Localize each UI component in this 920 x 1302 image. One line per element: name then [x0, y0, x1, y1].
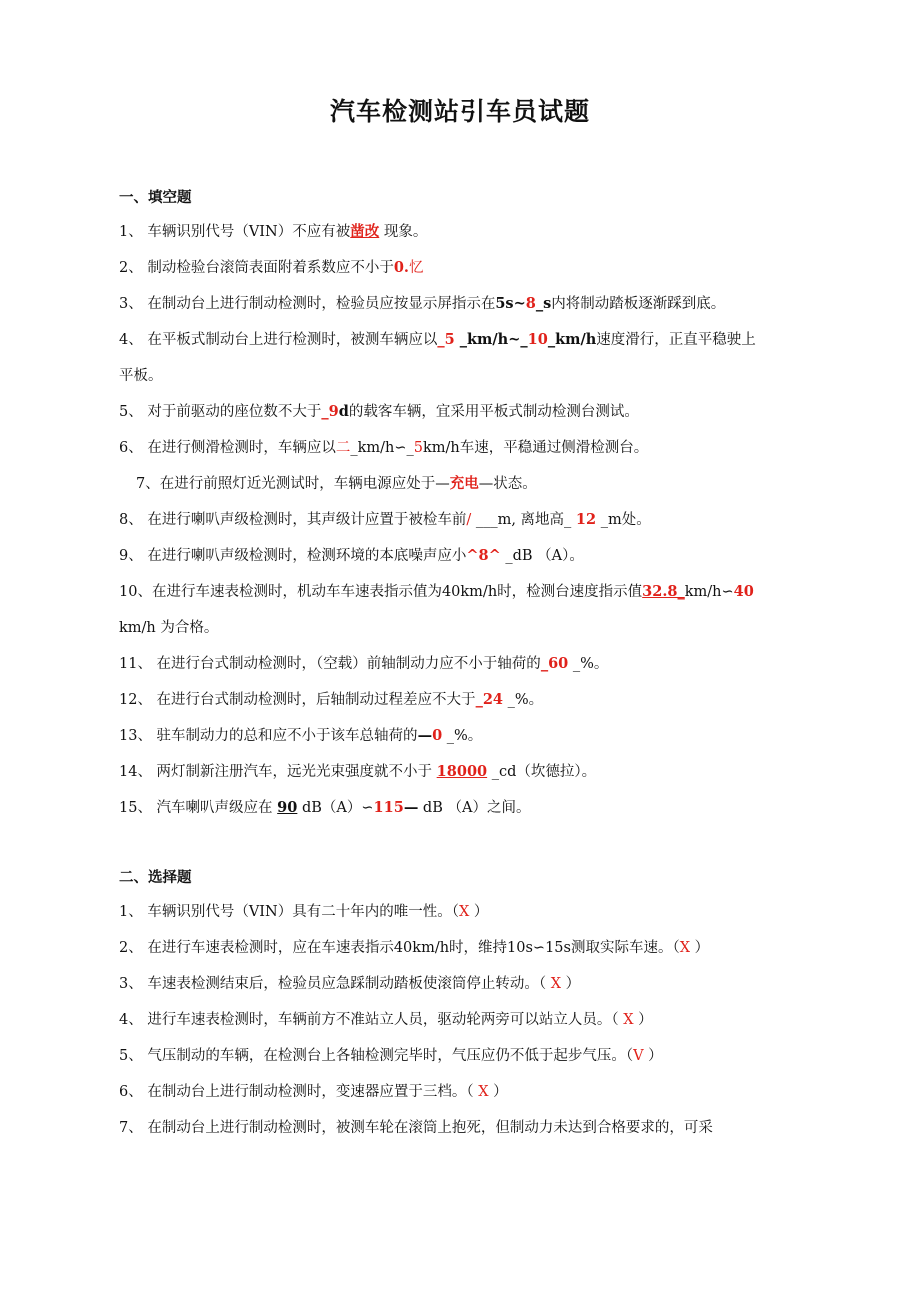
- question-text: 2、 在进行车速表检测时，应在车速表指示40km/h时，维持10s∽15s测取实际车速。（: [119, 940, 680, 956]
- question-text: _cd（坎德拉）。: [487, 764, 597, 780]
- question-text: 速度滑行，正直平稳驶上: [596, 332, 756, 348]
- answer: 115: [373, 799, 404, 816]
- answer: 0.: [393, 259, 409, 276]
- question-text: 13、 驻车制动力的总和应不小于该车总轴荷的: [119, 728, 418, 744]
- fill-question-7: [136, 474, 816, 494]
- question-text: km/h∽: [684, 584, 734, 600]
- answer: _9: [321, 403, 339, 420]
- choice-question-1: [119, 902, 799, 922]
- answer: 二: [335, 440, 351, 456]
- question-text: ）: [488, 1084, 508, 1100]
- choice-question-4: [119, 1010, 799, 1030]
- fill-question-15: [119, 798, 799, 818]
- question-text: _%。: [568, 656, 609, 672]
- question-text: ）: [643, 1048, 663, 1064]
- question-text: 9、 在进行喇叭声级检测时，检测环境的本底噪声应小: [119, 548, 467, 564]
- choice-question-2: [119, 938, 799, 958]
- answer: 充电: [449, 475, 479, 492]
- question-text: 3、 车速表检测结束后，检验员应急踩制动踏板使滚筒停止转动。（: [119, 976, 551, 992]
- question-text: ___m, 离地高_: [471, 512, 576, 528]
- fill-question-8: [119, 510, 799, 530]
- answer: _60: [540, 655, 569, 672]
- answer: X: [458, 904, 470, 920]
- fill-question-10-continued: km/h 为合格。: [119, 620, 219, 636]
- answer: X: [550, 976, 562, 992]
- fill-question-10: [119, 582, 799, 602]
- answer: 凿改: [350, 223, 380, 240]
- answer: /: [466, 512, 472, 528]
- page-title: 汽车检测站引车员试题: [329, 97, 590, 126]
- question-text: ）: [469, 904, 489, 920]
- question-text: 6、 在制动台上进行制动检测时，变速器应置于三档。（: [119, 1084, 479, 1100]
- question-text: 10、在进行车速表检测时，机动车车速表指示值为40km/h时，检测台速度指示值: [119, 584, 643, 600]
- question-text: 6、 在进行侧滑检测时，车辆应以: [119, 440, 336, 456]
- question-text: 3、 在制动台上进行制动检测时，检验员应按显示屏指示在: [119, 296, 496, 312]
- answer: 5: [413, 440, 423, 456]
- question-text: 1、 车辆识别代号（VIN）不应有被: [119, 224, 351, 240]
- question-text: 8、 在进行喇叭声级检测时，其声级计应置于被检车前: [119, 512, 467, 528]
- question-text: 5、 对于前驱动的座位数不大于: [119, 404, 322, 420]
- question-text: _%。: [442, 728, 483, 744]
- question-text: _m处。: [596, 512, 651, 528]
- fill-question-4-continued: 平板。: [119, 368, 163, 384]
- answer: 8: [525, 295, 536, 312]
- choice-question-7: [119, 1118, 799, 1138]
- question-text: _km/h: [547, 331, 597, 348]
- answer: V: [633, 1048, 644, 1064]
- answer: _24: [475, 691, 503, 708]
- fill-question-14: [119, 762, 799, 782]
- answer: 18000: [436, 763, 488, 780]
- question-text: 7、在进行前照灯近光测试时，车辆电源应处于—: [136, 476, 450, 492]
- question-text: 5s~: [495, 295, 526, 312]
- question-text: 12、 在进行台式制动检测时，后轴制动过程差应不大于: [119, 692, 476, 708]
- fill-question-1: [119, 222, 799, 242]
- answer: 0: [432, 727, 443, 744]
- answer: 40: [733, 583, 754, 600]
- question-text: 内将制动踏板逐渐踩到底。: [551, 296, 726, 312]
- fill-question-9: [119, 546, 799, 566]
- question-text: dB（A）∽: [297, 800, 374, 816]
- choice-question-3: [119, 974, 799, 994]
- choice-question-5: [119, 1046, 799, 1066]
- question-text: d: [338, 403, 349, 420]
- question-text: 现象。: [379, 224, 428, 240]
- question-text: _s: [535, 295, 552, 312]
- answer: 10: [527, 331, 548, 348]
- question-text: 7、 在制动台上进行制动检测时，被测车轮在滚筒上抱死，但制动力未达到合格要求的，可采: [119, 1120, 713, 1136]
- question-text: 4、 进行车速表检测时，车辆前方不准站立人员，驱动轮两旁可以站立人员。（: [119, 1012, 624, 1028]
- answer: X: [478, 1084, 489, 1100]
- question-text: _km/h∽_: [350, 440, 414, 456]
- question-text: ）: [561, 976, 581, 992]
- answer: X: [679, 940, 691, 956]
- fill-question-12: [119, 690, 799, 710]
- question-text: —: [417, 727, 433, 744]
- question-text: dB （A）之间。: [418, 800, 531, 816]
- question-text: 的载客车辆，宜采用平板式制动检测台测试。: [348, 404, 639, 420]
- fill-question-2: [119, 258, 799, 278]
- answer: 12: [575, 511, 597, 528]
- answer: X: [623, 1012, 634, 1028]
- question-text: 14、 两灯制新注册汽车，远光光束强度就不小于: [119, 764, 437, 780]
- question-text: km/h车速，平稳通过侧滑检测台。: [423, 440, 649, 456]
- choice-question-6: [119, 1082, 799, 1102]
- answer: 32.8_: [642, 583, 685, 600]
- question-text: _km/h~_: [454, 331, 528, 348]
- question-text: 11、 在进行台式制动检测时，（空载）前轴制动力应不小于轴荷的: [119, 656, 541, 672]
- fill-question-4: [119, 330, 799, 350]
- question-text: 4、 在平板式制动台上进行检测时，被测车辆应以: [119, 332, 438, 348]
- fill-question-6: [119, 438, 799, 458]
- question-text: 1、 车辆识别代号（VIN）具有二十年内的唯一性。（: [119, 904, 459, 920]
- question-text: ）: [690, 940, 710, 956]
- question-text: ）: [633, 1012, 653, 1028]
- question-text: 2、 制动检验台滚筒表面附着系数应不小于: [119, 260, 394, 276]
- answer: 忆: [408, 260, 424, 276]
- fill-question-5: [119, 402, 799, 422]
- question-text: _%。: [503, 692, 544, 708]
- answer: ^8^: [466, 547, 501, 564]
- answer: _5: [437, 331, 455, 348]
- fill-question-13: [119, 726, 799, 746]
- question-text: _dB （A）。: [500, 548, 584, 564]
- section-heading-multiple-choice: 二、选择题: [119, 870, 192, 886]
- question-text: 5、 气压制动的车辆，在检测台上各轴检测完毕时，气压应仍不低于起步气压。（: [119, 1048, 634, 1064]
- question-text: 15、 汽车喇叭声级应在: [119, 800, 278, 816]
- section-heading-fill-blank: 一、填空题: [119, 190, 192, 206]
- answer: 90: [277, 799, 298, 816]
- fill-question-11: [119, 654, 799, 674]
- fill-question-3: [119, 294, 799, 314]
- question-text: —: [403, 799, 419, 816]
- question-text: —状态。: [478, 476, 537, 492]
